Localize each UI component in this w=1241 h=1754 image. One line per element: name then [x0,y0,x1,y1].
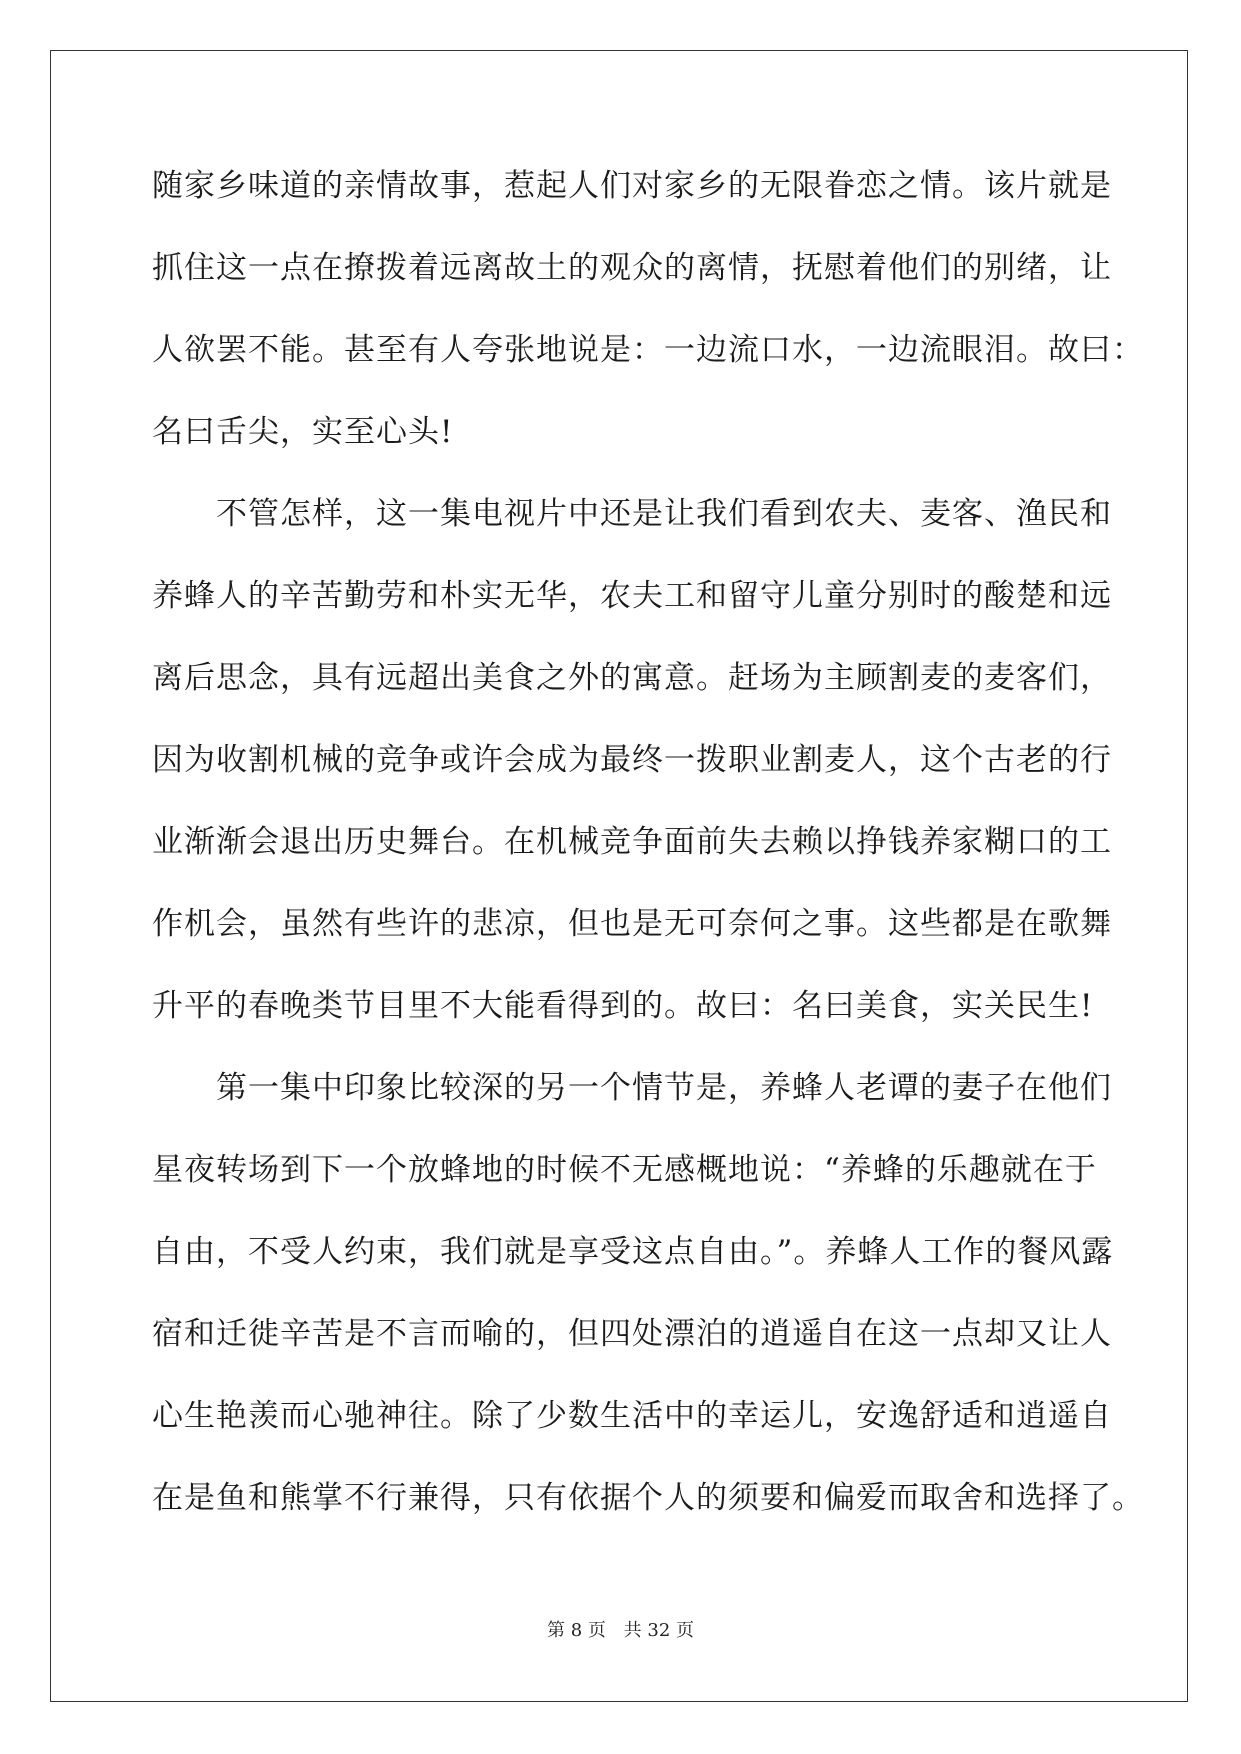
paragraph-1 [152,160,1144,488]
text-line: 抓住这一点在撩拨着远离故土的观众的离情，抚慰着他们的别绪，让 [152,250,1112,286]
text-line: 离后思念，具有远超出美食之外的寓意。赶场为主顾割麦的麦客们， [152,660,1112,696]
text-line: 心生艳羡而心驰神往。除了少数生活中的幸运儿，安逸舒适和逍遥自 [152,1398,1112,1434]
paragraph-2 [152,488,1112,1062]
page-footer [0,1616,1241,1642]
text-line: 因为收割机械的竞争或许会成为最终一拨职业割麦人，这个古老的行 [152,742,1112,778]
text-line: 名曰舌尖，实至心头! [152,414,454,450]
page-total: 共 32 页 [623,1620,694,1641]
text-line: 宿和迁徙辛苦是不言而喻的，但四处漂泊的逍遥自在这一点却又让人 [152,1316,1112,1352]
text-line: 随家乡味道的亲情故事，惹起人们对家乡的无限眷恋之情。该片就是 [152,168,1112,204]
document-body [152,160,1144,1554]
text-line: 业渐渐会退出历史舞台。在机械竞争面前失去赖以挣钱养家糊口的工 [152,824,1112,860]
text-line: 养蜂人的辛苦勤劳和朴实无华，农夫工和留守儿童分别时的酸楚和远 [152,578,1112,614]
paragraph-3 [152,1062,1144,1554]
text-line: 在是鱼和熊掌不行兼得，只有依据个人的须要和偏爱而取舍和选择了。 [152,1480,1144,1516]
text-line: 不管怎样，这一集电视片中还是让我们看到农夫、麦客、渔民和 [216,496,1112,532]
page-number: 第 8 页 [547,1620,606,1641]
text-line: 自由，不受人约束，我们就是享受这点自由。”。养蜂人工作的餐风露 [152,1234,1114,1270]
text-line: 人欲罢不能。甚至有人夸张地说是：一边流口水，一边流眼泪。故曰： [152,332,1144,368]
text-line: 第一集中印象比较深的另一个情节是，养蜂人老谭的妻子在他们 [216,1070,1112,1106]
text-line: 升平的春晚类节目里不大能看得到的。故曰：名曰美食，实关民生! [152,988,1094,1024]
text-line: 星夜转场到下一个放蜂地的时候不无感概地说：“养蜂的乐趣就在于 [152,1152,1097,1188]
text-line: 作机会，虽然有些许的悲凉，但也是无可奈何之事。这些都是在歌舞 [152,906,1112,942]
